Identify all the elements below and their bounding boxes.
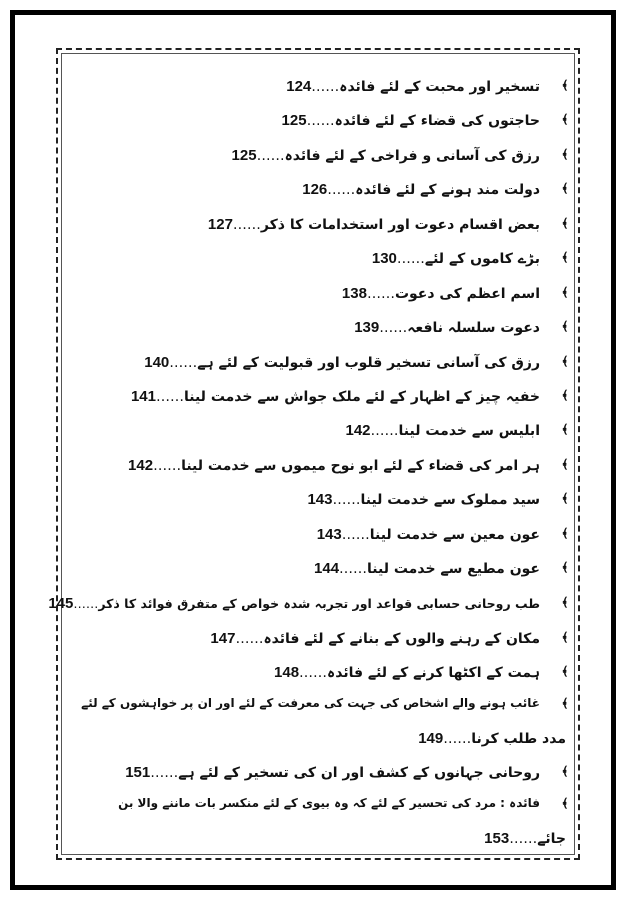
entry-title: ہمت کے اکٹھا کرنے کے لئے فائدہ [327, 665, 540, 681]
bullet-icon: ﴾ [561, 526, 569, 540]
page-number: 124 [286, 78, 312, 95]
bullet-icon: ﴾ [561, 764, 569, 778]
bullet-icon: ﴾ [561, 250, 569, 264]
page-number: 148 [274, 664, 300, 681]
page-number: 138 [341, 285, 367, 302]
bullet-icon: ﴾ [561, 388, 569, 402]
entry-title: طب روحانی حسابی قواعد اور تجربہ شدہ خواص کے متفرق فوائد کا ذکر [98, 596, 540, 611]
page-number: 139 [354, 319, 380, 336]
entry-title: روحانی جہانوں کے کشف اور ان کی تسخیر کے لئے ہے [178, 765, 540, 781]
entry-title: بڑے کاموں کے لئے [424, 251, 540, 267]
entry-title: سید مملوک سے خدمت لینا [360, 492, 540, 508]
entry-title: غائب ہونے والے اشخاص کی جہت کی معرفت کے لئے اور ان پر خواہشوں کے لئے [81, 696, 540, 710]
page-number: 141 [130, 388, 156, 405]
page-number: 142 [345, 422, 371, 439]
entry-title: عون معین سے خدمت لینا [369, 527, 540, 543]
bullet-icon: ﴾ [561, 216, 569, 230]
page-number: 153 [484, 830, 510, 847]
bullet-icon: ﴾ [561, 285, 569, 299]
entry-title-continuation: جائے [537, 831, 566, 847]
entry-title: عون مطیع سے خدمت لینا [367, 561, 540, 577]
page-number: 149 [418, 730, 444, 747]
bullet-icon: ﴾ [561, 664, 569, 678]
page-number: 140 [144, 354, 170, 371]
entry-title: اسم اعظم کی دعوت [394, 286, 540, 302]
page-number: 142 [128, 457, 154, 474]
page-number: 151 [125, 764, 151, 781]
table-of-contents: ﴾ تسخیر اور محبت کے لئے فائدہ……124 ﴾ حاجتوں کی قضاء کے لئے فائدہ……125 ﴾ رزق کی آسانی و فراخی کے لئے فائدہ……125 ﴾ دولت مند ہونے کے لئے فائدہ……126 ﴾ بعض اقسام دعوت اور استخدامات کا ذکر……127 ﴾ بڑے کاموں کے لئے……130 ﴾ اسم اعظم کی دعوت……138 ﴾ دعوت سلسلہ نافعہ……139 ﴾ رزق کی آسانی تسخیر قلوب اور قبولیت کے لئے ہے……140 ﴾ خفیہ چیز کے اظہار کے لئے ملک جواش سے خدمت لینا……141 ﴾ ابلیس سے خدمت لینا……142 ﴾ ہر امر کی قضاء کے لئے ابو نوح میموں سے خدمت لینا……142 ﴾ سید مملوک سے خدمت لینا……143 ﴾ عون معین سے خدمت لینا……143 ﴾ عون مطیع سے خدمت لینا……144 ﴾ طب روحانی حسابی قواعد اور تجربہ شدہ خواص کے متفرق فوائد کا ذکر……145 ﴾ مکان کے رہنے والوں کے بنانے کے لئے فائدہ……147 ﴾ ہمت کے اکٹھا کرنے کے لئے فائدہ……148 ﴾ غائب ہونے والے اشخاص کی جہت کی معرفت کے لئے اور ان پر خواہشوں کے لئے مدد طلب کرنا……149 ﴾ روحانی جہانوں کے کشف اور ان کی تسخیر کے لئے ہے……151 ﴾ فائدہ : مرد کی تحسیر کے لئے کہ وہ بیوی کے لئے منکسر بات ماننے والا بن جائے……153 [56, 48, 580, 860]
page-number: 130 [371, 250, 397, 267]
entry-title: مکان کے رہنے والوں کے بنانے کے لئے فائدہ [263, 631, 540, 647]
entry-title: تسخیر اور محبت کے لئے فائدہ [339, 79, 540, 95]
bullet-icon: ﴾ [561, 696, 569, 710]
page-number: 147 [210, 630, 236, 647]
bullet-icon: ﴾ [561, 147, 569, 161]
bullet-icon: ﴾ [561, 457, 569, 471]
page-frame [10, 10, 616, 890]
page-number: 126 [302, 181, 328, 198]
page-number: 125 [281, 112, 307, 129]
bullet-icon: ﴾ [561, 319, 569, 333]
bullet-icon: ﴾ [561, 354, 569, 368]
entry-title: دعوت سلسلہ نافعہ [407, 320, 540, 336]
entry-title: ہر امر کی قضاء کے لئے ابو نوح میموں سے خدمت لینا [181, 458, 540, 474]
entry-title: رزق کی آسانی تسخیر قلوب اور قبولیت کے لئے ہے [197, 355, 540, 371]
entry-title: بعض اقسام دعوت اور استخدامات کا ذکر [260, 217, 540, 233]
entry-title: خفیہ چیز کے اظہار کے لئے ملک جواش سے خدمت لینا [184, 389, 540, 405]
bullet-icon: ﴾ [561, 560, 569, 574]
bullet-icon: ﴾ [561, 796, 569, 810]
page-number: 143 [307, 491, 333, 508]
entry-title: رزق کی آسانی و فراخی کے لئے فائدہ [284, 148, 540, 164]
entry-title: فائدہ : مرد کی تحسیر کے لئے کہ وہ بیوی کے لئے منکسر بات ماننے والا بن [118, 796, 540, 810]
bullet-icon: ﴾ [561, 595, 569, 609]
entry-title: دولت مند ہونے کے لئے فائدہ [355, 182, 540, 198]
bullet-icon: ﴾ [561, 78, 569, 92]
page-number: 127 [207, 216, 233, 233]
bullet-icon: ﴾ [561, 181, 569, 195]
bullet-icon: ﴾ [561, 422, 569, 436]
entry-title: حاجتوں کی قضاء کے لئے فائدہ [334, 113, 540, 129]
page-number: 144 [314, 560, 340, 577]
entry-title-continuation: مدد طلب کرنا [471, 731, 566, 747]
bullet-icon: ﴾ [561, 491, 569, 505]
bullet-icon: ﴾ [561, 112, 569, 126]
page-number: 125 [231, 147, 257, 164]
bullet-icon: ﴾ [561, 630, 569, 644]
page-number: 143 [316, 526, 342, 543]
entry-title: ابلیس سے خدمت لینا [398, 423, 540, 439]
page-number: 145 [48, 595, 74, 612]
